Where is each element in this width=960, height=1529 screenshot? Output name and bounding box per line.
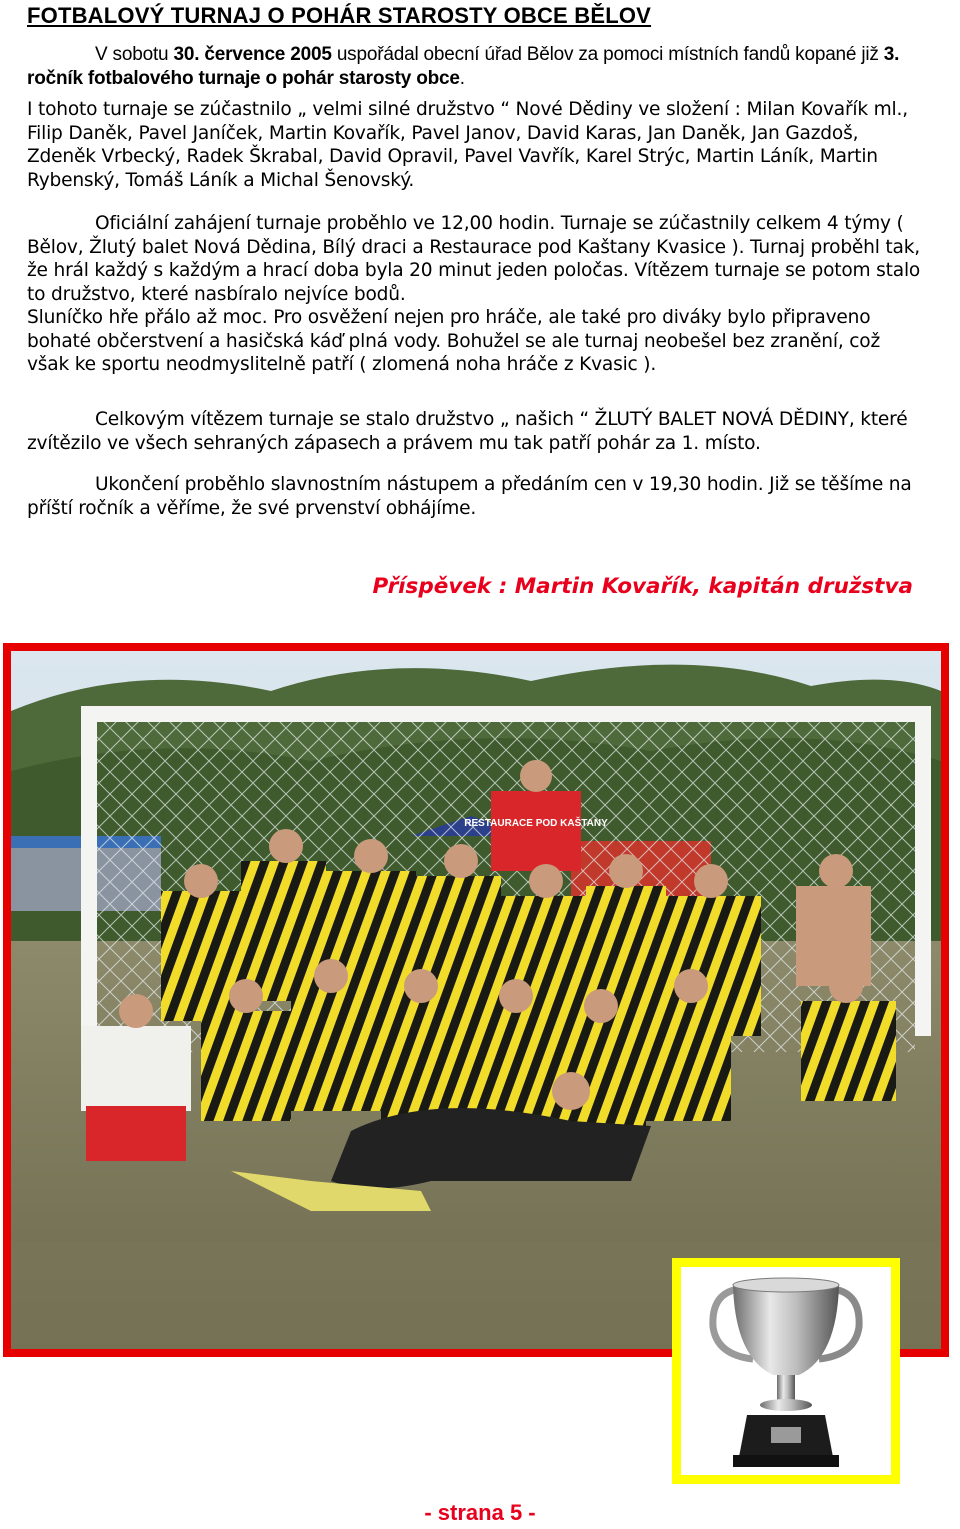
team-photo-illustration — [11, 651, 941, 1349]
trophy-image-frame — [672, 1258, 900, 1484]
shirt-text: RESTAURACE POD KAŠTANY — [464, 818, 608, 829]
team-photo-frame — [3, 643, 949, 1357]
paragraph-closing: Ukončení proběhlo slavnostním nástupem a předáním cen v 19,30 hodin. Již se těšíme na příští ročník a věříme, že své prvenství obhájíme. — [27, 474, 912, 519]
article-title: FOTBALOVÝ TURNAJ O POHÁR STAROSTY OBCE BĚLOV — [27, 3, 652, 28]
event-name: 3. ročník fotbalového turnaje o pohár starosty obce — [27, 44, 900, 89]
event-date: 30. července 2005 — [173, 44, 332, 65]
page-number: - strana 5 - — [424, 1500, 536, 1525]
trophy-image — [681, 1267, 891, 1475]
paragraph-team: I tohoto turnaje se zúčastnilo „ velmi silné družstvo “ Nové Dědiny ve složení : Milan Kovařík ml., Filip Daněk, Pavel Janíček, Martin Kovařík, Pavel Janov, David Karas, Jan Daněk, Jan Gazdoš, Zdeněk Vrbecký, Radek Škrabal, David Opravil, Pavel Vavřík, Karel Strýc, Martin Láník, Martin Rybenský, Tomáš Láník a Michal Šenovský. — [27, 99, 908, 191]
paragraph-intro: V sobotu 30. července 2005 uspořádal obecní úřad Bělov za pomoci místních fandů kopané již 3. ročník fotbalového turnaje o pohár starosty obce. — [27, 44, 900, 89]
paragraph-tournament: Oficiální zahájení turnaje proběhlo ve 12,00 hodin. Turnaje se zúčastnily celkem 4 týmy ( Bělov, Žlutý balet Nová Dědina, Bílý draci a Restaurace pod Kaštany Kvasice ). Turnaj proběhl tak, že hrál každý s každým a hrací doba byla 20 minut jeden poločas. Vítězem turnaje se potom stalo to družstvo, které nasbíralo nejvíce bodů. Sluníčko hře přálo až moc. Pro osvěžení nejen pro hráče, ale také pro diváky bylo připraveno bohaté občerstvení a hasičská káď plná vody. Bohužel se ale turnaj neobešel bez zranění, což však ke sportu neodmyslitelně patří ( zlomená noha hráče z Kvasic ). — [27, 213, 921, 375]
trophy-icon — [681, 1267, 891, 1475]
team-photo — [11, 651, 941, 1349]
paragraph-winner: Celkovým vítězem turnaje se stalo družstvo „ našich “ ŽLUTÝ BALET NOVÁ DĚDINY, které zvítězilo ve všech sehraných zápasech a právem mu tak patří pohár za 1. místo. — [27, 409, 908, 454]
signature: Příspěvek : Martin Kovařík, kapitán družstva — [372, 574, 913, 599]
